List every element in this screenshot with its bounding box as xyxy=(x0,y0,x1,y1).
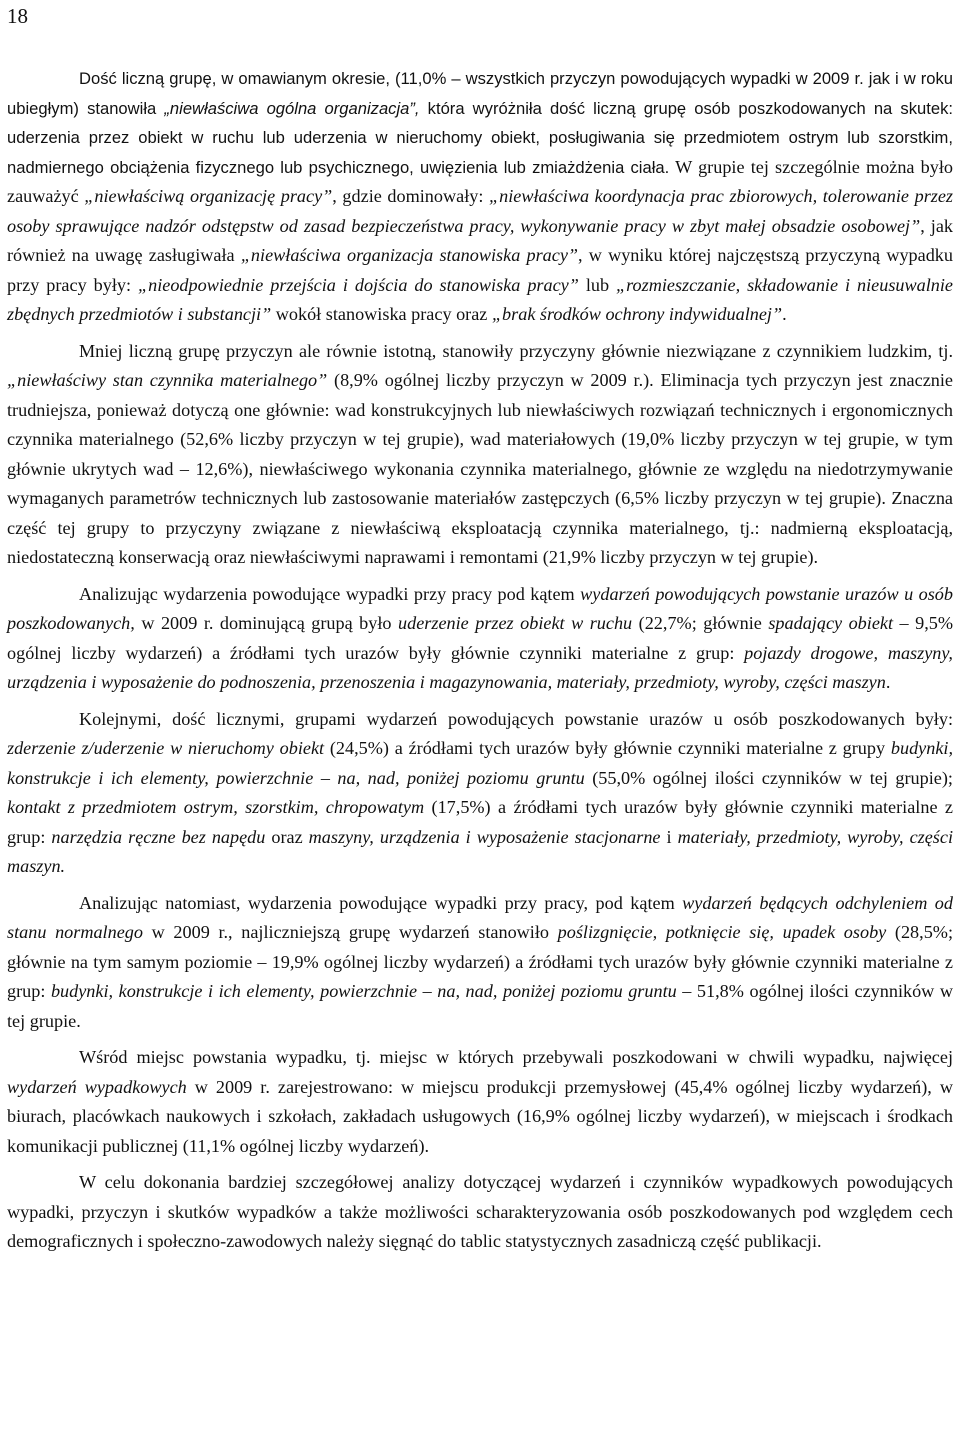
paragraph xyxy=(7,337,953,573)
emphasis-text: „niewłaściwa ogólna organizacja”, xyxy=(164,98,420,118)
body-text: . xyxy=(885,672,891,692)
emphasis-text: budynki, konstrukcje i ich elementy, powierzchnie – na, nad, poniżej poziomu gruntu xyxy=(50,981,677,1001)
body-text: (22,7%; głównie xyxy=(632,613,769,633)
body-text: (55,0% ogólnej ilości czynników w tej grupie); xyxy=(584,767,953,788)
emphasis-text: poślizgnięcie, potknięcie się, upadek osoby xyxy=(557,922,887,942)
body-text: i xyxy=(660,826,678,847)
paragraph xyxy=(7,889,953,1037)
body-text: w 2009 r. dominującą grupą było xyxy=(134,613,399,633)
emphasis-text: narzędzia ręczne bez napędu xyxy=(51,826,266,847)
body-text: wokół stanowiska pracy oraz xyxy=(271,304,492,324)
emphasis-text: budynki, konstrukcje i ich elementy, powierzchnie – na, nad, poniżej poziomu gruntu xyxy=(7,738,953,788)
body-text: . xyxy=(782,304,787,324)
emphasis-text: „niewłaściwy stan czynnika materialnego” xyxy=(7,370,328,390)
body-text: , gdzie dominowały: xyxy=(332,186,490,206)
body-text: – 9,5% ogólnej liczby wydarzeń) a źródłami tych urazów były głównie czynniki materialne z grup: xyxy=(7,613,954,663)
emphasis-text: wydarzeń wypadkowych xyxy=(7,1076,187,1097)
emphasis-text: „niewłaściwa koordynacja prac zbiorowych, tolerowanie przez osoby sprawujące nadzór odstępstw od zasad bezpieczeństwa pracy, wykonywanie pracy w zbyt małej obsadzie osobowej” xyxy=(7,186,953,236)
body-text: w 2009 r. zarejestrowano: w miejscu produkcji przemysłowej (45,4% ogólnej liczby wydarzeń), w biurach, placówkach naukowych i szkołach, zakładach usługowych (16,9% ogólnej liczby wydarzeń), w miejscach i środkach komunikacji publicznej (11,1% ogólnej liczby wydarzeń). xyxy=(7,1076,954,1156)
body-text: Dość liczną grupę, w omawianym okresie, (11,0% – wszystkich przyczyn powodujących wypadki w 2009 r. jak i w roku ubiegłym) stanowiła xyxy=(7,69,953,118)
body-text: W celu dokonania bardziej szczegółowej analizy dotyczącej wydarzeń i czynników wypadkowych powodujących wypadki, przyczyn i skutków wypadków a także możliwości scharakteryzowania osób poszkodowanych pod względem cech demograficznych i społeczno-zawodowych należy sięgnąć do tablic statystycznych zasadniczą część publikacji. xyxy=(7,1172,953,1251)
body-text: Analizując wydarzenia powodujące wypadki przy pracy pod kątem xyxy=(79,583,581,604)
paragraph xyxy=(7,64,953,330)
body-text: (28,5%; głównie na tym samym poziomie – 19,9% ogólnej liczby wydarzeń) a źródłami tych urazów były głównie czynniki materialne z grup: xyxy=(7,922,953,1001)
document-body xyxy=(7,64,953,1264)
emphasis-text: „brak środków ochrony indywidualnej” xyxy=(491,304,783,324)
emphasis-text: spadający obiekt xyxy=(768,613,894,633)
emphasis-text: „niewłaściwą organizację pracy” xyxy=(84,186,333,206)
page-number: 18 xyxy=(7,4,28,28)
emphasis-text: zderzenie z/uderzenie w nieruchomy obiekt xyxy=(7,738,325,758)
emphasis-text: „rozmieszczanie, składowanie i nieusuwalnie zbędnych przedmiotów i substancji” xyxy=(7,274,953,324)
body-text: w 2009 r., najliczniejszą grupę wydarzeń stanowiło xyxy=(142,922,558,942)
body-text: , jak również na uwagę zasługiwała xyxy=(7,215,953,265)
body-text: W grupie tej szczególnie można było zauważyć xyxy=(7,156,953,206)
body-text: która wyróżniła dość liczną grupę osób poszkodowanych na skutek: uderzenia przez obiekt w ruchu lub uderzenia w nieruchomy obiekt, posługiwania się przedmiotem ostrym lub szorstkim, nadmiernego obciążenia fizycznego lub psychicznego, uwięzienia lub zmiażdżenia ciała. xyxy=(7,98,953,177)
body-text: , w wyniku której najczęstszą przyczyną wypadku przy pracy były: xyxy=(7,245,953,295)
emphasis-text: materiały, przedmioty, wyroby, części maszyn. xyxy=(7,826,953,876)
body-text: Mniej liczną grupę przyczyn ale równie istotną, stanowiły przyczyny głównie niezwiązane z czynnikiem ludzkim, tj. xyxy=(79,340,953,361)
body-text: (24,5%) a źródłami tych urazów były głównie czynniki materialne z grupy xyxy=(324,738,891,758)
emphasis-text: maszyny, urządzenia i wyposażenie stacjonarne xyxy=(308,826,661,847)
body-text: (8,9% ogólnej liczby przyczyn w 2009 r.). Eliminacja tych przyczyn jest znacznie trudniejsza, ponieważ dotyczą one głównie: wad konstrukcyjnych lub niewłaściwych rozwiązań technicznych i ergonomicznych czynnika materialnego (52,6% liczby przyczyn w tej grupie), wad materiałowych (19,0% liczby przyczyn w tej grupie, w tym głównie ukrytych wad – 12,6%), niewłaściwego wykonania czynnika materialnego, głównie ze względu na niedotrzymywanie wymaganych parametrów technicznych lub zastosowanie materiałów zastępczych (6,5% liczby przyczyn w tej grupie). Znaczna część tej grupy to przyczyny związane z niewłaściwą eksploatacją czynnika materialnego, tj.: nadmierną eksploatacją, niedostateczną konserwacją oraz niewłaściwymi naprawami i remontami (21,9% liczby przyczyn w tej grupie). xyxy=(7,370,953,567)
paragraph xyxy=(7,705,953,882)
paragraph xyxy=(7,1168,953,1257)
body-text: (17,5%) a źródłami tych urazów były głównie czynniki materialne z grup: xyxy=(7,797,953,847)
body-text: lub xyxy=(578,274,617,295)
emphasis-text: wydarzeń będących odchyleniem od stanu normalnego xyxy=(7,892,953,942)
body-text: Kolejnymi, dość licznymi, grupami wydarzeń powodujących powstanie urazów u osób poszkodowanych były: xyxy=(79,708,953,729)
body-text: – 51,8% ogólnej ilości czynników w tej grupie. xyxy=(7,981,954,1031)
emphasis-text: „niewłaściwa organizacja stanowiska pracy” xyxy=(240,245,579,265)
paragraph xyxy=(7,580,953,698)
body-text: Analizując natomiast, wydarzenia powodujące wypadki przy pracy, pod kątem xyxy=(79,892,683,913)
emphasis-text: pojazdy drogowe, maszyny, urządzenia i wyposażenie do podnoszenia, przenoszenia i magazynowania, materiały, przedmioty, wyroby, części maszyn xyxy=(7,642,953,692)
emphasis-text: uderzenie przez obiekt w ruchu xyxy=(398,613,633,633)
emphasis-text: „nieodpowiednie przejścia i dojścia do stanowiska pracy” xyxy=(137,274,579,295)
body-text: oraz xyxy=(265,826,309,847)
emphasis-text: wydarzeń powodujących powstanie urazów u osób poszkodowanych, xyxy=(7,583,953,633)
paragraph xyxy=(7,1043,953,1161)
emphasis-text: kontakt z przedmiotem ostrym, szorstkim, chropowatym xyxy=(7,797,425,817)
body-text: Wśród miejsc powstania wypadku, tj. miejsc w których przebywali poszkodowani w chwili wypadku, najwięcej xyxy=(79,1047,953,1067)
